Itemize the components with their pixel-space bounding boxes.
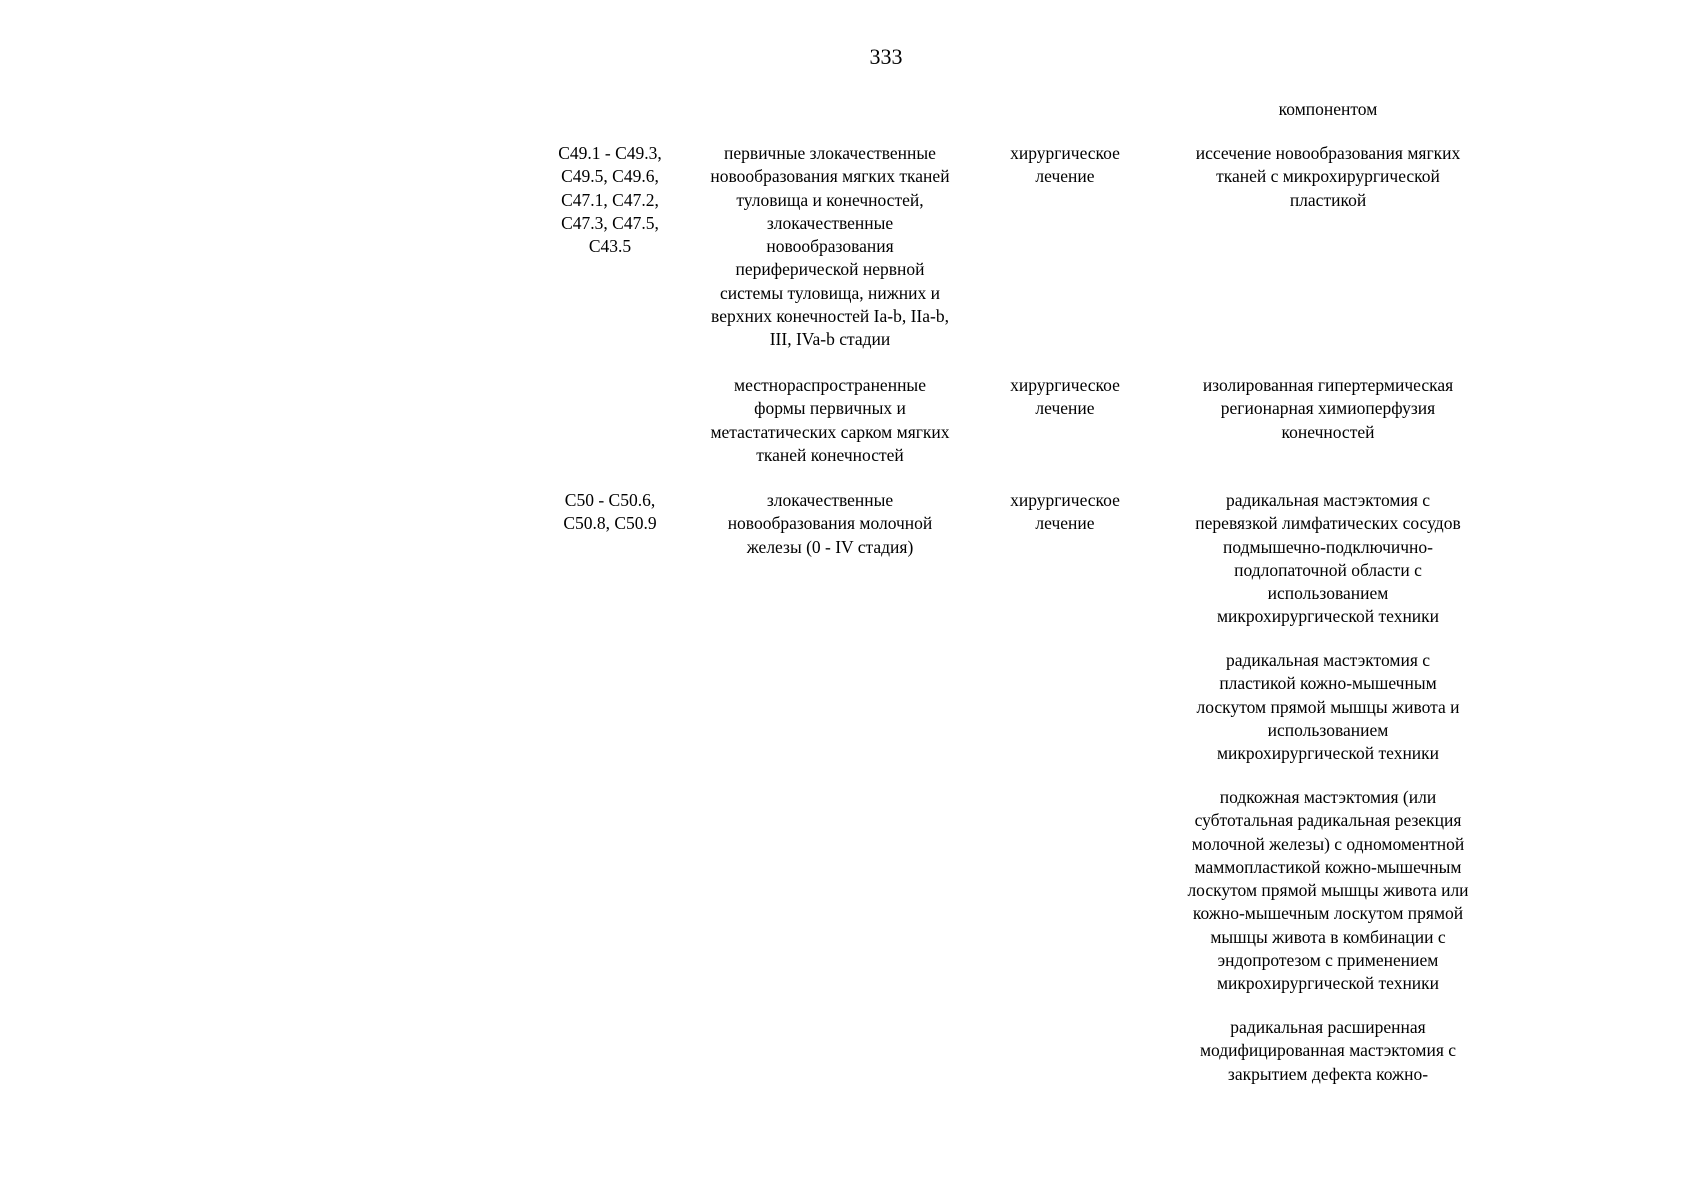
- code-line: C49.5, C49.6,: [561, 166, 659, 187]
- method-line: подкожная мастэктомия (или: [1219, 787, 1437, 807]
- code-line: C43.5: [588, 236, 632, 257]
- treatment-line: лечение: [1035, 166, 1095, 187]
- row-0-treatment: [990, 142, 1140, 189]
- treatment-line: хирургическое: [1010, 143, 1120, 163]
- method-line: использованием: [1267, 719, 1389, 740]
- method-line: маммопластикой кожно-мышечным: [1194, 856, 1462, 877]
- row-0-codes: [540, 142, 680, 258]
- row-5-method: [1148, 1016, 1508, 1086]
- method-line: микрохирургической техники: [1216, 743, 1440, 764]
- method-line: модифицированная мастэктомия с: [1199, 1040, 1457, 1061]
- method-line: субтотальная радикальная резекция: [1194, 810, 1462, 831]
- row-2-diagnosis: [682, 489, 978, 559]
- treatment-line: лечение: [1035, 513, 1095, 534]
- row-0-diagnosis: [682, 142, 978, 352]
- method-line: тканей с микрохирургической: [1216, 166, 1440, 187]
- row-3-method: [1148, 649, 1508, 765]
- treatment-line: лечение: [1035, 398, 1095, 419]
- method-line: микрохирургической техники: [1216, 973, 1440, 994]
- continuation-text: [1148, 98, 1508, 121]
- method-line: лоскутом прямой мышцы живота и: [1196, 696, 1460, 717]
- diagnosis-line: тканей конечностей: [756, 444, 904, 465]
- method-line: конечностей: [1281, 421, 1375, 442]
- method-line: радикальная расширенная: [1230, 1017, 1426, 1037]
- diagnosis-line: злокачественные: [766, 490, 894, 510]
- method-line: лоскутом прямой мышцы живота или: [1187, 880, 1469, 901]
- diagnosis-line: железы (0 - IV стадия): [746, 536, 914, 557]
- diagnosis-line: новообразования молочной: [727, 513, 933, 534]
- diagnosis-line: новообразования: [766, 236, 894, 257]
- diagnosis-line: системы туловища, нижних и: [719, 282, 941, 303]
- method-line: радикальная мастэктомия с: [1225, 650, 1431, 670]
- method-line: пластикой: [1289, 189, 1367, 210]
- continuation-line: компонентом: [1278, 99, 1378, 119]
- diagnosis-line: III, IVa-b стадии: [769, 329, 891, 350]
- diagnosis-line: злокачественные: [766, 212, 894, 233]
- code-line: C47.1, C47.2,: [561, 189, 659, 210]
- method-line: иссечение новообразования мягких: [1195, 143, 1461, 163]
- diagnosis-line: местнораспространенные: [734, 375, 926, 395]
- method-line: изолированная гипертермическая: [1202, 375, 1454, 395]
- method-line: подлопаточной области с: [1234, 559, 1422, 580]
- code-line: C49.1 - C49.3,: [558, 143, 662, 163]
- method-line: регионарная химиоперфузия: [1220, 398, 1436, 419]
- code-line: C47.3, C47.5,: [561, 212, 659, 233]
- diagnosis-line: новообразования мягких тканей: [710, 166, 950, 187]
- diagnosis-line: верхних конечностей Ia-b, IIa-b,: [711, 306, 949, 327]
- method-line: молочной железы) с одномоментной: [1191, 833, 1465, 854]
- method-line: радикальная мастэктомия с: [1225, 490, 1431, 510]
- page-number: 333: [869, 44, 903, 69]
- method-line: перевязкой лимфатических сосудов: [1195, 513, 1461, 534]
- method-line: закрытием дефекта кожно-: [1227, 1063, 1429, 1084]
- diagnosis-line: туловища и конечностей,: [736, 189, 924, 210]
- method-line: использованием: [1267, 583, 1389, 604]
- row-1-diagnosis: [682, 374, 978, 467]
- row-2-treatment: [990, 489, 1140, 536]
- row-2-codes: [540, 489, 680, 536]
- diagnosis-line: формы первичных и: [754, 398, 906, 419]
- treatment-line: хирургическое: [1010, 375, 1120, 395]
- method-line: кожно-мышечным лоскутом прямой: [1192, 903, 1464, 924]
- treatment-line: хирургическое: [1010, 490, 1120, 510]
- method-line: пластикой кожно-мышечным: [1219, 673, 1437, 694]
- row-2-method: [1148, 489, 1508, 629]
- method-line: эндопротезом с применением: [1217, 950, 1439, 971]
- diagnosis-line: первичные злокачественные: [724, 143, 936, 163]
- method-line: микрохирургической техники: [1216, 606, 1440, 627]
- row-0-method: [1148, 142, 1508, 212]
- diagnosis-line: периферической нервной: [735, 259, 925, 280]
- row-1-treatment: [990, 374, 1140, 421]
- code-line: C50 - C50.6,: [564, 490, 656, 510]
- row-1-method: [1148, 374, 1508, 444]
- row-4-method: [1148, 786, 1508, 996]
- method-line: мышцы живота в комбинации с: [1210, 926, 1446, 947]
- code-line: C50.8, C50.9: [563, 513, 657, 534]
- method-line: подмышечно-подключично-: [1223, 536, 1433, 557]
- diagnosis-line: метастатических сарком мягких: [710, 421, 950, 442]
